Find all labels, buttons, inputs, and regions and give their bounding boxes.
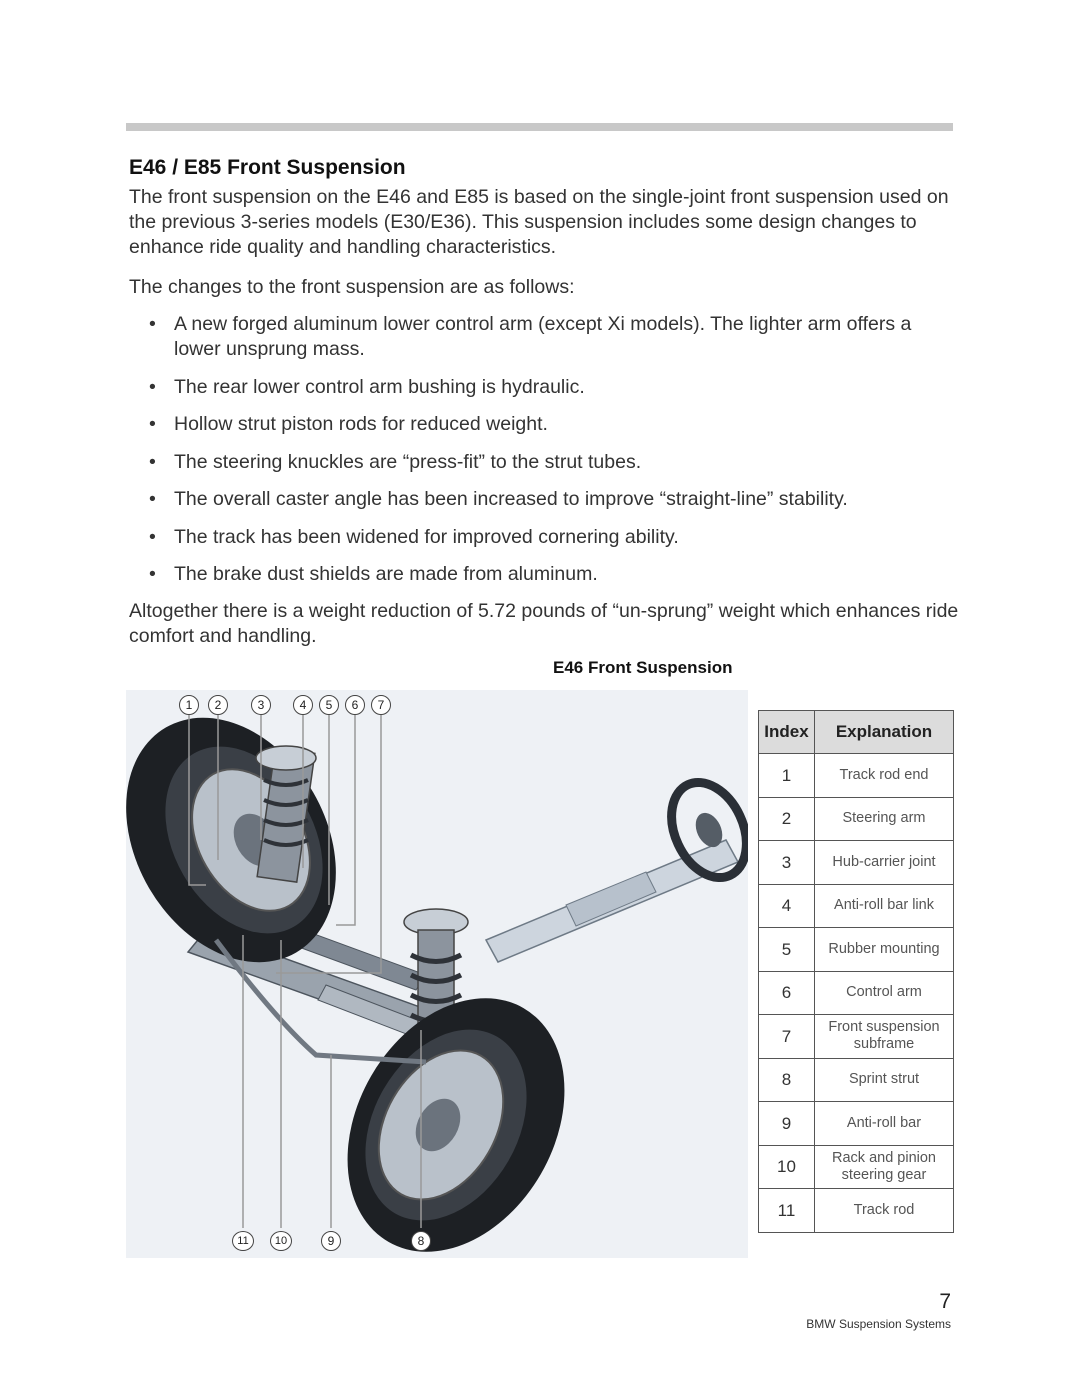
callout-top-1: 1 (179, 695, 199, 715)
row-index: 6 (759, 971, 815, 1015)
list-item: • The track has been widened for improved cornering ability. (129, 525, 949, 550)
row-explanation: Track rod (815, 1189, 954, 1233)
legend-table (758, 710, 954, 1233)
intro-paragraph: The front suspension on the E46 and E85 is based on the single-joint front suspension used on the previous 3-series models (E30/E36). This suspension includes some design changes to enhance ride quality and handling characteristics. (129, 186, 949, 258)
callout-top-7: 7 (371, 695, 391, 715)
callout-bottom-8: 8 (411, 1231, 431, 1251)
row-explanation: Hub-carrier joint (815, 841, 954, 885)
callout-bottom-9: 9 (321, 1231, 341, 1251)
table-row (759, 928, 954, 972)
row-index: 5 (759, 928, 815, 972)
list-item: • The brake dust shields are made from aluminum. (129, 562, 949, 587)
callout-top-6: 6 (345, 695, 365, 715)
row-index: 1 (759, 754, 815, 798)
table-row (759, 841, 954, 885)
row-explanation: Steering arm (815, 797, 954, 841)
table-row (759, 1015, 954, 1059)
row-explanation: Control arm (815, 971, 954, 1015)
callout-top-3: 3 (251, 695, 271, 715)
row-explanation: Rubber mounting (815, 928, 954, 972)
list-item: • The overall caster angle has been increased to improve “straight-line” stability. (129, 487, 949, 512)
row-index: 11 (759, 1189, 815, 1233)
row-explanation: Track rod end (815, 754, 954, 798)
list-item: • The rear lower control arm bushing is hydraulic. (129, 375, 949, 400)
suspension-illustration (126, 690, 748, 1258)
row-index: 8 (759, 1058, 815, 1102)
callout-top-5: 5 (319, 695, 339, 715)
row-index: 7 (759, 1015, 815, 1059)
footer-title: BMW Suspension Systems (806, 1317, 951, 1331)
steering-column (486, 840, 738, 962)
table-row (759, 1102, 954, 1146)
row-explanation: Rack and pinion steering gear (815, 1145, 954, 1189)
table-row (759, 1145, 954, 1189)
list-item: • The steering knuckles are “press-fit” to the strut tubes. (129, 450, 949, 475)
row-index: 3 (759, 841, 815, 885)
row-explanation: Front suspension subframe (815, 1015, 954, 1059)
changes-lead-paragraph: The changes to the front suspension are as follows: (129, 276, 575, 298)
explanation-column-header: Explanation (815, 711, 954, 754)
suspension-drawing (126, 690, 748, 1258)
row-explanation: Anti-roll bar link (815, 884, 954, 928)
row-explanation: Anti-roll bar (815, 1102, 954, 1146)
callout-bottom-10: 10 (270, 1231, 292, 1251)
callout-top-2: 2 (208, 695, 228, 715)
table-row (759, 1058, 954, 1102)
callout-top-4: 4 (293, 695, 313, 715)
table-row (759, 971, 954, 1015)
row-index: 10 (759, 1145, 815, 1189)
table-row (759, 884, 954, 928)
section-heading: E46 / E85 Front Suspension (129, 156, 406, 179)
header-rule (126, 123, 953, 131)
table-row (759, 1189, 954, 1233)
index-column-header: Index (759, 711, 815, 754)
row-explanation: Sprint strut (815, 1058, 954, 1102)
list-item: • A new forged aluminum lower control arm (except Xi models). The lighter arm offers a lower unsprung mass. (129, 312, 949, 362)
legend-header-row (759, 711, 954, 754)
summary-paragraph: Altogether there is a weight reduction of 5.72 pounds of “un-sprung” weight which enhances ride comfort and handling. (129, 600, 959, 647)
row-index: 9 (759, 1102, 815, 1146)
callout-bottom-11: 11 (232, 1231, 254, 1251)
table-row (759, 754, 954, 798)
figure-caption: E46 Front Suspension (553, 658, 733, 677)
row-index: 2 (759, 797, 815, 841)
changes-list (129, 312, 949, 600)
list-item: • Hollow strut piston rods for reduced weight. (129, 412, 949, 437)
table-row (759, 797, 954, 841)
row-index: 4 (759, 884, 815, 928)
page-number: 7 (939, 1290, 951, 1313)
